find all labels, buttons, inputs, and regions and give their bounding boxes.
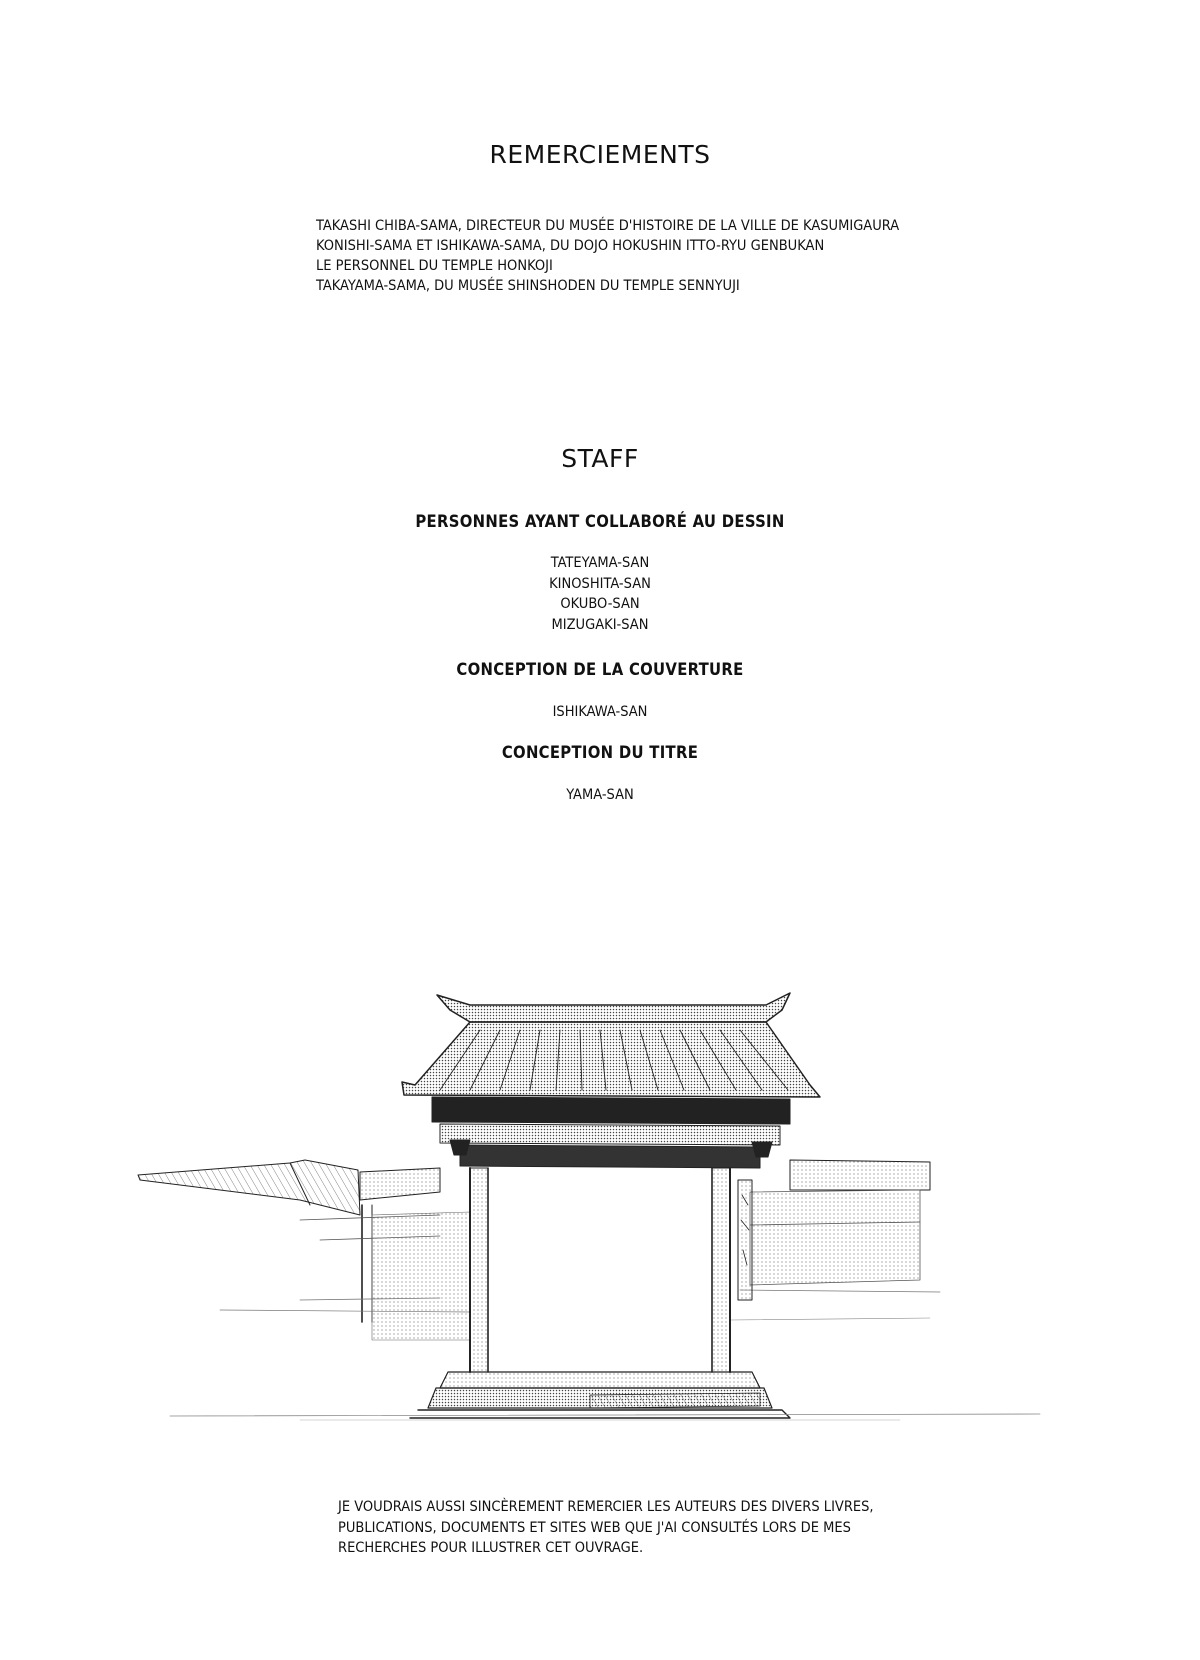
staff-name: YAMA-SAN [566,787,634,803]
thanks-line: TAKASHI CHIBA-SAMA, DIRECTEUR DU MUSÉE D'HISTOIRE DE LA VILLE DE KASUMIGAURA [316,218,900,234]
staff-name: ISHIKAWA-SAN [552,704,648,720]
footnote-line: RECHERCHES POUR ILLUSTRER CET OUVRAGE. [338,1540,644,1556]
role-cover-design: CONCEPTION DE LA COUVERTURE [456,660,744,679]
role-drawing-assistants: PERSONNES AYANT COLLABORÉ AU DESSIN [415,512,785,531]
footnote [338,1497,898,1559]
staff-name: KINOSHITA-SAN [549,575,651,592]
footnote-line: PUBLICATIONS, DOCUMENTS ET SITES WEB QUE J'AI CONSULTÉS LORS DE MES [338,1519,851,1536]
role-title-design: CONCEPTION DU TITRE [501,743,699,762]
staff-title: STAFF [561,444,639,473]
thanks-line: KONISHI-SAMA ET ISHIKAWA-SAMA, DU DOJO HOKUSHIN ITTO-RYU GENBUKAN [316,238,825,254]
thanks-line: LE PERSONNEL DU TEMPLE HONKOJI [316,258,553,274]
staff-name: OKUBO-SAN [560,596,640,612]
staff-name: MIZUGAKI-SAN [551,616,649,633]
footnote-line: JE VOUDRAIS AUSSI SINCÈREMENT REMERCIER LES AUTEURS DES DIVERS LIVRES, [338,1499,874,1515]
thanks-title: REMERCIEMENTS [489,140,711,169]
thanks-line: TAKAYAMA-SAMA, DU MUSÉE SHINSHODEN DU TEMPLE SENNYUJI [316,278,740,294]
staff-name: TATEYAMA-SAN [550,555,650,571]
